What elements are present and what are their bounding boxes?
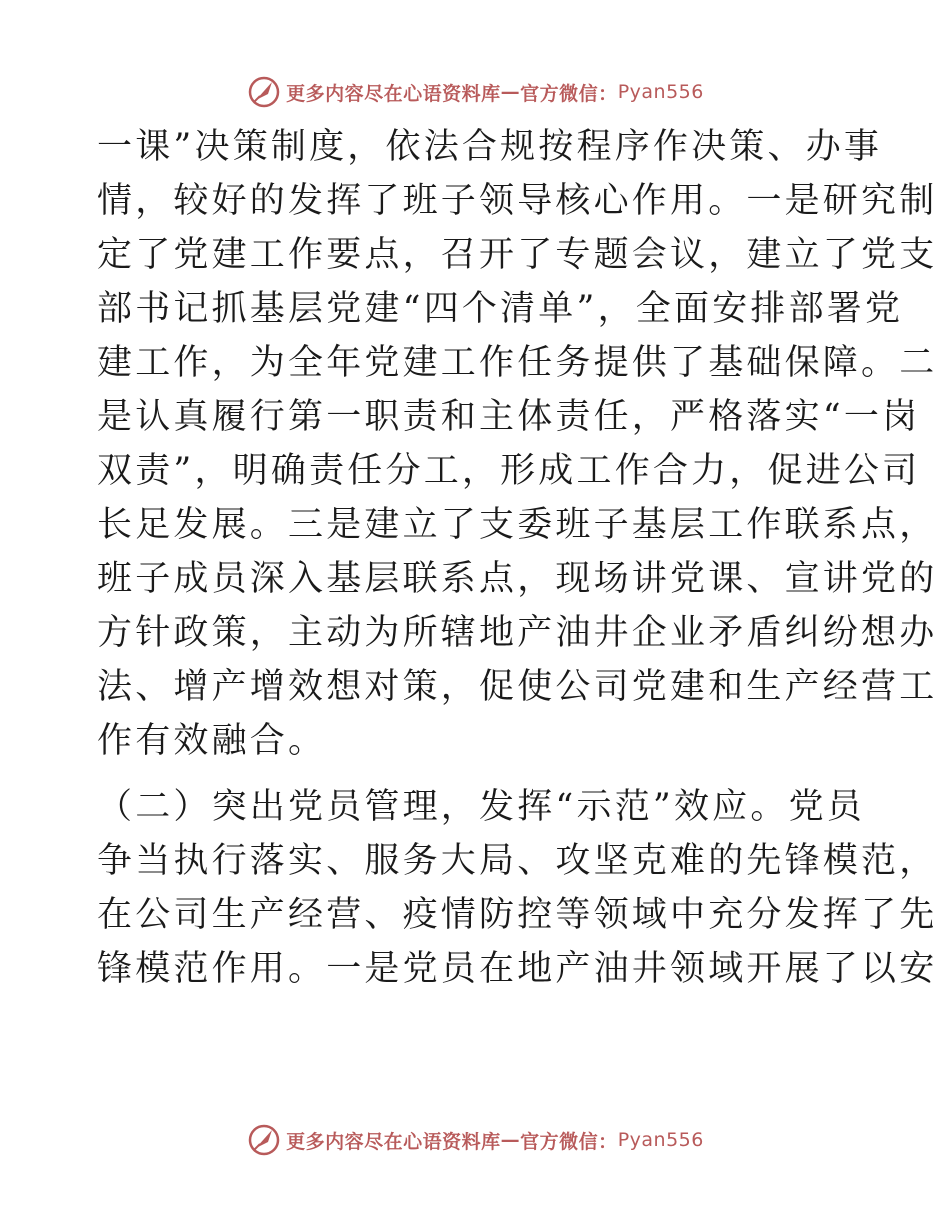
document-body	[97, 120, 938, 996]
text-line: （二）突出党员管理，发挥“示范”效应。党员	[97, 787, 865, 827]
footer-watermark	[0, 1120, 950, 1160]
text-line: 长足发展。三是建立了支委班子基层工作联系点，	[97, 505, 938, 545]
paragraph-gap	[97, 768, 857, 780]
text-line: 定了党建工作要点，召开了专题会议，建立了党支	[97, 235, 938, 275]
header-watermark	[0, 72, 950, 112]
paragraph-2	[97, 780, 938, 996]
text-line: 法、增产增效想对策，促使公司党建和生产经营工	[97, 667, 938, 707]
paragraph-1	[97, 120, 938, 768]
text-line: 一课”决策制度，依法合规按程序作决策、办事	[97, 127, 883, 167]
watermark-wechat-label: 官方微信：	[520, 82, 618, 105]
text-line: 在公司生产经营、疫情防控等领域中充分发挥了先	[97, 895, 938, 935]
text-line: 班子成员深入基层联系点，现场讲党课、宣讲党的	[97, 559, 938, 599]
quill-logo-icon	[246, 74, 282, 110]
text-line: 建工作，为全年党建工作任务提供了基础保障。二	[97, 343, 938, 383]
watermark-wechat-label: 官方微信：	[520, 1130, 618, 1153]
watermark-wechat-id: Pyan556	[617, 1129, 704, 1151]
text-line: 方针政策，主动为所辖地产油井企业矛盾纠纷想办	[97, 613, 938, 653]
quill-logo-icon	[246, 1122, 282, 1158]
text-line: 部书记抓基层党建“四个清单”，全面安排部署党	[97, 289, 904, 329]
text-line: 情，较好的发挥了班子领导核心作用。一是研究制	[97, 181, 938, 221]
text-line: 双责”，明确责任分工，形成工作合力，促进公司	[97, 451, 921, 491]
text-line: 是认真履行第一职责和主体责任，严格落实“一岗	[97, 397, 921, 437]
watermark-separator: —	[500, 1129, 521, 1151]
watermark-site-text: 更多内容尽在心语资料库	[286, 1130, 501, 1153]
watermark-wechat-id: Pyan556	[617, 81, 704, 103]
text-line: 作有效融合。	[97, 721, 327, 761]
text-line: 锋模范作用。一是党员在地产油井领域开展了以安	[97, 949, 938, 989]
watermark-separator: —	[500, 81, 521, 103]
text-line: 争当执行落实、服务大局、攻坚克难的先锋模范，	[97, 841, 938, 881]
watermark-site-text: 更多内容尽在心语资料库	[286, 82, 501, 105]
